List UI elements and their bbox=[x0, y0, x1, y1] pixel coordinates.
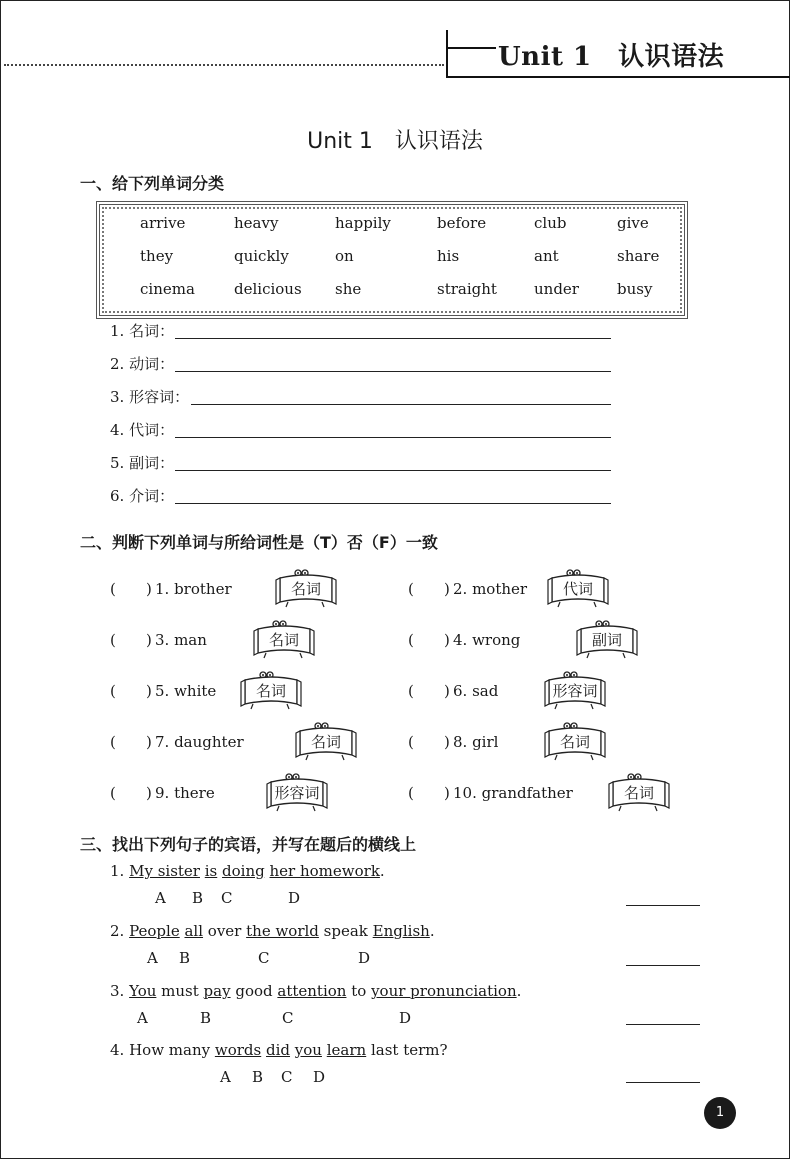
sentence-segment: good bbox=[230, 982, 278, 1000]
option-letter: B bbox=[192, 889, 204, 907]
answer-line[interactable] bbox=[175, 437, 611, 438]
answer-paren-open[interactable]: ( bbox=[110, 784, 116, 802]
tag-label: 名词 bbox=[623, 784, 654, 802]
sentence-segment: 4. How many bbox=[110, 1041, 215, 1059]
answer-paren-close[interactable]: ) bbox=[444, 682, 450, 700]
header-title: Unit 1 认识语法 bbox=[498, 42, 725, 72]
tf-word: 7. daughter bbox=[155, 733, 244, 751]
tf-word: 3. man bbox=[155, 631, 207, 649]
word-item: heavy bbox=[234, 214, 279, 232]
option-letter: C bbox=[281, 1068, 293, 1086]
tf-word: 2. mother bbox=[453, 580, 528, 598]
category-label: 3. 形容词： bbox=[110, 388, 190, 406]
tf-word: 6. sad bbox=[453, 682, 499, 700]
question-sentence bbox=[110, 862, 385, 880]
tag-label: 副词 bbox=[591, 631, 622, 649]
option-letter: D bbox=[313, 1068, 326, 1086]
option-letter: C bbox=[221, 889, 233, 907]
header-dotted-rule bbox=[4, 64, 444, 66]
option-letter: A bbox=[137, 1009, 148, 1027]
tag-label: 名词 bbox=[559, 733, 590, 751]
answer-line[interactable] bbox=[175, 470, 611, 471]
word-item: they bbox=[140, 247, 174, 265]
answer-paren-open[interactable]: ( bbox=[110, 580, 116, 598]
category-row bbox=[110, 320, 174, 341]
answer-line[interactable] bbox=[626, 1024, 700, 1025]
category-row bbox=[110, 485, 174, 506]
tag-label: 代词 bbox=[562, 580, 593, 598]
underlined-segment: English bbox=[372, 922, 430, 940]
underlined-segment: pay bbox=[203, 982, 231, 1000]
sentence-segment: speak bbox=[318, 922, 373, 940]
sentence-segment: over bbox=[203, 922, 247, 940]
answer-line[interactable] bbox=[626, 1082, 700, 1083]
part-of-speech-tag bbox=[265, 772, 329, 812]
underlined-segment: learn bbox=[326, 1041, 367, 1059]
answer-line[interactable] bbox=[175, 503, 611, 504]
option-letter: A bbox=[220, 1068, 231, 1086]
option-letter: D bbox=[358, 949, 371, 967]
word-item: club bbox=[534, 214, 567, 232]
word-item: before bbox=[437, 214, 487, 232]
answer-paren-open[interactable]: ( bbox=[408, 580, 414, 598]
answer-line[interactable] bbox=[175, 338, 611, 339]
answer-paren-open[interactable]: ( bbox=[408, 784, 414, 802]
word-item: his bbox=[437, 247, 460, 265]
category-row bbox=[110, 386, 189, 407]
tag-label: 名词 bbox=[268, 631, 299, 649]
underlined-segment: attention bbox=[277, 982, 347, 1000]
part-of-speech-tag bbox=[252, 619, 316, 659]
word-item: share bbox=[617, 247, 660, 265]
tf-word: 9. there bbox=[155, 784, 215, 802]
part-of-speech-tag bbox=[575, 619, 639, 659]
answer-paren-open[interactable]: ( bbox=[408, 682, 414, 700]
word-item: ant bbox=[534, 247, 559, 265]
sentence-segment: last term? bbox=[366, 1041, 448, 1059]
section1-title: 一、给下列单词分类 bbox=[80, 174, 225, 193]
word-item: delicious bbox=[234, 280, 302, 298]
option-letter: D bbox=[399, 1009, 412, 1027]
category-row bbox=[110, 353, 174, 374]
word-item: busy bbox=[617, 280, 653, 298]
underlined-segment: doing bbox=[222, 862, 265, 880]
underlined-segment: People bbox=[129, 922, 180, 940]
answer-paren-open[interactable]: ( bbox=[110, 733, 116, 751]
answer-paren-close[interactable]: ) bbox=[444, 580, 450, 598]
answer-paren-close[interactable]: ) bbox=[444, 733, 450, 751]
word-item: under bbox=[534, 280, 579, 298]
part-of-speech-tag bbox=[274, 568, 338, 608]
part-of-speech-tag bbox=[546, 568, 610, 608]
answer-line[interactable] bbox=[175, 371, 611, 372]
answer-paren-close[interactable]: ) bbox=[146, 682, 152, 700]
answer-paren-close[interactable]: ) bbox=[444, 631, 450, 649]
answer-paren-close[interactable]: ) bbox=[444, 784, 450, 802]
category-label: 1. 名词： bbox=[110, 322, 175, 340]
underlined-segment: her homework bbox=[269, 862, 380, 880]
page-number: 1 bbox=[704, 1097, 736, 1129]
category-row bbox=[110, 419, 174, 440]
sentence-segment: 3. bbox=[110, 982, 130, 1000]
tag-label: 名词 bbox=[290, 580, 321, 598]
word-item: she bbox=[335, 280, 362, 298]
part-of-speech-tag bbox=[543, 721, 607, 761]
underlined-segment: your pronunciation bbox=[371, 982, 517, 1000]
option-letter: D bbox=[288, 889, 301, 907]
option-letter: B bbox=[179, 949, 191, 967]
answer-paren-close[interactable]: ) bbox=[146, 631, 152, 649]
underlined-segment: all bbox=[184, 922, 204, 940]
category-label: 5. 副词： bbox=[110, 454, 175, 472]
page-title: Unit 1 认识语法 bbox=[307, 129, 483, 154]
underlined-segment: words bbox=[214, 1041, 262, 1059]
category-label: 6. 介词： bbox=[110, 487, 175, 505]
answer-paren-open[interactable]: ( bbox=[110, 682, 116, 700]
part-of-speech-tag bbox=[294, 721, 358, 761]
question-sentence bbox=[110, 982, 521, 1000]
word-item: cinema bbox=[140, 280, 195, 298]
part-of-speech-tag bbox=[607, 772, 671, 812]
sentence-segment: must bbox=[156, 982, 204, 1000]
sentence-segment: . bbox=[429, 922, 435, 940]
word-item: quickly bbox=[234, 247, 289, 265]
underlined-segment: you bbox=[294, 1041, 322, 1059]
tag-label: 形容词 bbox=[552, 682, 598, 700]
tag-label: 名词 bbox=[255, 682, 286, 700]
sentence-segment: 2. bbox=[110, 922, 130, 940]
tf-word: 8. girl bbox=[453, 733, 499, 751]
word-item: arrive bbox=[140, 214, 186, 232]
answer-line[interactable] bbox=[191, 404, 611, 405]
tf-word: 10. grandfather bbox=[453, 784, 573, 802]
sentence-segment: to bbox=[346, 982, 372, 1000]
option-letter: B bbox=[252, 1068, 264, 1086]
sentence-segment: . bbox=[379, 862, 385, 880]
underlined-segment: did bbox=[266, 1041, 291, 1059]
underlined-segment: My sister bbox=[129, 862, 200, 880]
answer-paren-close[interactable]: ) bbox=[146, 784, 152, 802]
part-of-speech-tag bbox=[239, 670, 303, 710]
word-item: happily bbox=[335, 214, 391, 232]
option-letter: B bbox=[200, 1009, 212, 1027]
section2-title: 二、判断下列单词与所给词性是（T）否（F）一致 bbox=[80, 533, 438, 552]
answer-paren-open[interactable]: ( bbox=[110, 631, 116, 649]
word-item: straight bbox=[437, 280, 497, 298]
option-letter: A bbox=[155, 889, 166, 907]
tag-label: 形容词 bbox=[274, 784, 320, 802]
option-letter: C bbox=[258, 949, 270, 967]
answer-line[interactable] bbox=[626, 965, 700, 966]
tf-word: 4. wrong bbox=[453, 631, 521, 649]
answer-paren-close[interactable]: ) bbox=[146, 733, 152, 751]
answer-paren-close[interactable]: ) bbox=[146, 580, 152, 598]
tf-word: 1. brother bbox=[155, 580, 232, 598]
question-sentence bbox=[110, 1041, 448, 1059]
answer-paren-open[interactable]: ( bbox=[408, 631, 414, 649]
section3-title: 三、找出下列句子的宾语，并写在题后的横线上 bbox=[80, 835, 417, 854]
option-letter: C bbox=[282, 1009, 294, 1027]
question-sentence bbox=[110, 922, 435, 940]
word-item: on bbox=[335, 247, 354, 265]
category-label: 2. 动词： bbox=[110, 355, 175, 373]
header-box bbox=[446, 30, 790, 78]
underlined-segment: You bbox=[129, 982, 157, 1000]
sentence-segment: . bbox=[516, 982, 522, 1000]
word-item: give bbox=[617, 214, 649, 232]
underlined-segment: the world bbox=[246, 922, 319, 940]
category-label: 4. 代词： bbox=[110, 421, 175, 439]
part-of-speech-tag bbox=[543, 670, 607, 710]
answer-paren-open[interactable]: ( bbox=[408, 733, 414, 751]
category-row bbox=[110, 452, 174, 473]
sentence-segment: 1. bbox=[110, 862, 130, 880]
answer-line[interactable] bbox=[626, 905, 700, 906]
tf-word: 5. white bbox=[155, 682, 217, 700]
tag-label: 名词 bbox=[310, 733, 341, 751]
option-letter: A bbox=[147, 949, 158, 967]
underlined-segment: is bbox=[204, 862, 218, 880]
